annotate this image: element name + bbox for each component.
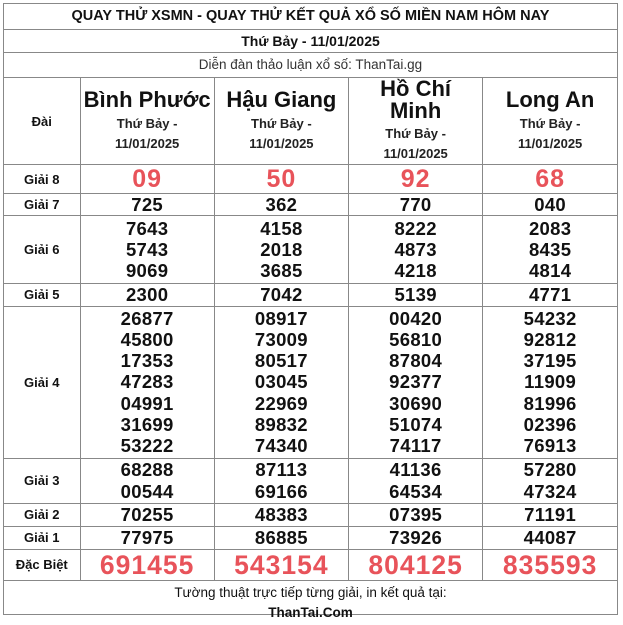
prize-cell-ho-chi-minh [349, 194, 483, 216]
prize-number: 22969 [254, 392, 308, 414]
prize-cell-hau-giang [214, 549, 348, 580]
prize-row [4, 549, 617, 580]
prize-number: 87804 [389, 350, 443, 372]
prize-label: Giải 6 [4, 216, 80, 284]
province-date-line2: 11/01/2025 [383, 146, 448, 161]
prize-number: 41136 [389, 459, 442, 481]
prize-cell-long-an [483, 306, 617, 458]
prize-number: 45800 [120, 328, 174, 350]
province-name: Bình Phước [83, 87, 211, 112]
prize-number: 9069 [125, 260, 169, 282]
prize-cell-binh-phuoc [80, 284, 214, 306]
prize-row [4, 526, 617, 549]
province-date-line2: 11/01/2025 [249, 136, 314, 151]
prize-cell-binh-phuoc [80, 526, 214, 549]
prize-number: 04991 [120, 392, 174, 414]
province-name: Hồ Chí Minh [380, 76, 452, 123]
province-column-hau-giang [214, 78, 348, 165]
prize-number: 70255 [120, 503, 174, 525]
special-prize-number: 543154 [234, 549, 329, 580]
special-prize-number: 691455 [99, 549, 195, 580]
prize-row [4, 503, 617, 526]
prize-number: 86885 [254, 526, 308, 548]
prize-number: 92 [400, 165, 431, 193]
prize-number: 92812 [523, 328, 577, 350]
prize-number: 68 [535, 165, 566, 193]
prize-number: 5743 [125, 239, 169, 261]
dai-label: Đài [4, 78, 80, 165]
prize-row [4, 165, 617, 194]
prize-number: 17353 [120, 350, 174, 372]
special-prize-number: 804125 [368, 549, 463, 580]
province-date-line1: Thứ Bảy - [251, 116, 312, 131]
prize-cell-binh-phuoc [80, 194, 214, 216]
prize-number: 4873 [394, 239, 437, 261]
province-date-line2: 11/01/2025 [517, 136, 583, 151]
prize-number: 53222 [120, 435, 174, 457]
prize-cell-hau-giang [214, 458, 348, 503]
province-date-line2: 11/01/2025 [114, 136, 180, 151]
prize-cell-binh-phuoc [80, 458, 214, 503]
prize-number: 4218 [394, 260, 437, 282]
prize-cell-ho-chi-minh [349, 306, 483, 458]
prize-number: 11909 [524, 371, 577, 393]
prize-cell-long-an [483, 526, 617, 549]
prize-cell-ho-chi-minh [349, 458, 483, 503]
prize-number: 44087 [523, 526, 577, 548]
prize-number: 54232 [523, 307, 577, 329]
prize-number: 51074 [389, 414, 443, 436]
prize-number: 8435 [528, 239, 572, 261]
prize-number: 4158 [260, 217, 303, 239]
prize-number: 87113 [255, 459, 308, 481]
prize-cell-hau-giang [214, 306, 348, 458]
prize-number: 73009 [254, 328, 308, 350]
prize-cell-binh-phuoc [80, 306, 214, 458]
province-column-binh-phuoc [80, 78, 214, 165]
results-table [4, 78, 617, 581]
province-column-long-an [483, 78, 617, 165]
prize-number: 77975 [120, 526, 174, 548]
prize-number: 040 [534, 194, 567, 215]
page-title: QUAY THỬ XSMN - QUAY THỬ KẾT QUẢ XỔ SỐ MIỀN NAM HÔM NAY [4, 4, 617, 30]
prize-number: 76913 [523, 435, 577, 457]
prize-row [4, 216, 617, 284]
prize-number: 50 [266, 165, 297, 193]
prize-row [4, 306, 617, 458]
prize-label: Giải 7 [4, 194, 80, 216]
prize-number: 81996 [523, 392, 577, 414]
prize-number: 26877 [120, 307, 174, 329]
prize-cell-hau-giang [214, 216, 348, 284]
prize-number: 725 [131, 194, 164, 215]
special-prize-number: 835593 [502, 549, 598, 580]
prize-number: 5139 [394, 284, 437, 306]
prize-cell-binh-phuoc [80, 503, 214, 526]
prize-row [4, 458, 617, 503]
prize-number: 56810 [389, 328, 443, 350]
prize-cell-long-an [483, 503, 617, 526]
prize-number: 07395 [389, 503, 443, 525]
prize-cell-ho-chi-minh [349, 216, 483, 284]
prize-number: 74117 [389, 435, 442, 457]
prize-cell-ho-chi-minh [349, 549, 483, 580]
prize-number: 02396 [523, 414, 577, 436]
draw-date: Thứ Bảy - 11/01/2025 [4, 30, 617, 53]
prize-number: 2018 [260, 239, 303, 261]
prize-cell-hau-giang [214, 526, 348, 549]
prize-number: 3685 [260, 260, 303, 282]
prize-cell-long-an [483, 549, 617, 580]
prize-number: 80517 [254, 350, 308, 372]
prize-number: 68288 [120, 459, 174, 481]
prize-cell-hau-giang [214, 503, 348, 526]
prize-cell-hau-giang [214, 165, 348, 194]
prize-cell-long-an [483, 165, 617, 194]
prize-cell-binh-phuoc [80, 216, 214, 284]
prize-cell-long-an [483, 284, 617, 306]
prize-number: 47324 [523, 480, 577, 502]
province-name: Long An [505, 87, 595, 112]
province-date-line1: Thứ Bảy - [385, 126, 446, 141]
prize-number: 4771 [528, 284, 572, 306]
prize-number: 89832 [254, 414, 308, 436]
prize-cell-long-an [483, 216, 617, 284]
prize-number: 31699 [120, 414, 174, 436]
prize-cell-long-an [483, 194, 617, 216]
forum-link[interactable]: Diễn đàn thảo luận xổ số: ThanTai.gg [4, 53, 617, 78]
prize-cell-binh-phuoc [80, 549, 214, 580]
prize-number: 7042 [260, 284, 303, 306]
prize-number: 03045 [254, 371, 308, 393]
prize-number: 362 [265, 194, 298, 215]
prize-number: 37195 [523, 350, 577, 372]
prize-number: 2300 [125, 284, 169, 306]
prize-label: Giải 5 [4, 284, 80, 306]
prize-cell-ho-chi-minh [349, 503, 483, 526]
province-header-row [4, 78, 617, 165]
prize-number: 7643 [125, 217, 169, 239]
prize-number: 71191 [524, 503, 577, 525]
prize-number: 08917 [254, 307, 308, 329]
province-date-line1: Thứ Bảy - [116, 116, 178, 131]
prize-cell-binh-phuoc [80, 165, 214, 194]
prize-row [4, 194, 617, 216]
footer-text: Tường thuật trực tiếp từng giải, in kết quả tại: [174, 584, 447, 600]
prize-number: 8222 [394, 217, 437, 239]
province-name: Hậu Giang [226, 87, 337, 112]
prize-cell-long-an [483, 458, 617, 503]
prize-label: Giải 1 [4, 526, 80, 549]
prize-number: 57280 [523, 459, 577, 481]
prize-label: Giải 8 [4, 165, 80, 194]
province-column-ho-chi-minh [349, 78, 483, 165]
prize-row [4, 284, 617, 306]
prize-number: 74340 [254, 435, 308, 457]
prize-number: 00544 [120, 480, 174, 502]
prize-number: 48383 [254, 503, 308, 525]
prize-cell-hau-giang [214, 284, 348, 306]
prize-number: 92377 [389, 371, 443, 393]
prize-number: 09 [132, 165, 163, 193]
prize-label: Giải 3 [4, 458, 80, 503]
prize-cell-ho-chi-minh [349, 284, 483, 306]
prize-number: 73926 [389, 526, 443, 548]
prize-cell-hau-giang [214, 194, 348, 216]
prize-cell-ho-chi-minh [349, 165, 483, 194]
prize-number: 47283 [120, 371, 174, 393]
footer-site-link[interactable]: ThanTai.Com [268, 604, 353, 620]
prize-number: 64534 [389, 480, 443, 502]
prize-number: 69166 [254, 480, 308, 502]
prize-number: 00420 [389, 307, 443, 329]
prize-label: Giải 4 [4, 306, 80, 458]
results-sheet [3, 3, 618, 620]
prize-label: Đặc Biệt [4, 549, 80, 580]
prize-number: 30690 [389, 392, 443, 414]
prize-cell-ho-chi-minh [349, 526, 483, 549]
prize-label: Giải 2 [4, 503, 80, 526]
province-date-line1: Thứ Bảy - [519, 116, 581, 131]
prize-number: 2083 [528, 217, 572, 239]
prize-number: 770 [399, 194, 432, 215]
prize-number: 4814 [528, 260, 572, 282]
